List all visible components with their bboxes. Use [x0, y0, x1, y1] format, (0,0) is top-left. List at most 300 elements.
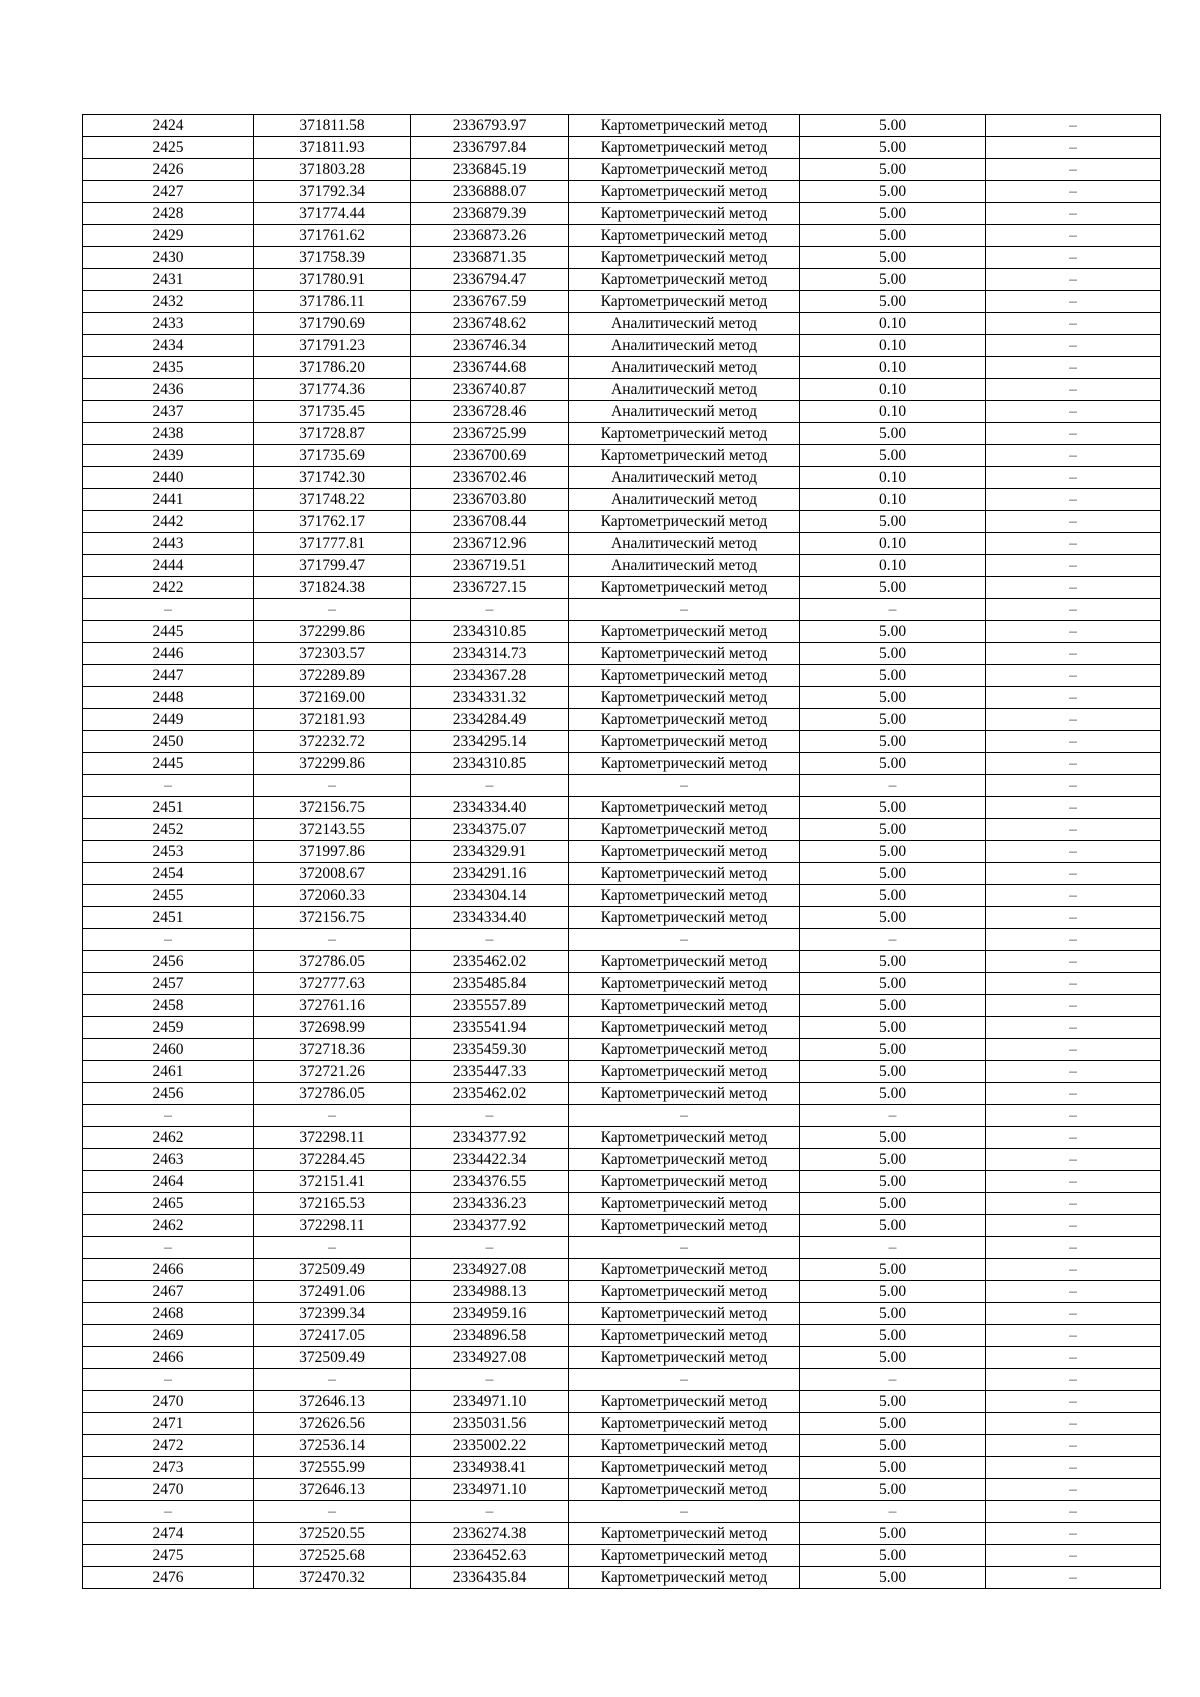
method-cell: Картометрический метод	[569, 731, 800, 753]
point-number-cell: –	[83, 1237, 254, 1259]
table-row	[83, 1083, 1161, 1105]
method-cell: Картометрический метод	[569, 687, 800, 709]
method-cell: Аналитический метод	[569, 555, 800, 577]
description-cell: –	[986, 1325, 1161, 1347]
description-cell: –	[986, 1061, 1161, 1083]
x-coordinate-cell: 372156.75	[254, 907, 411, 929]
method-cell: Аналитический метод	[569, 379, 800, 401]
description-cell: –	[986, 643, 1161, 665]
method-cell: Картометрический метод	[569, 621, 800, 643]
description-cell: –	[986, 1193, 1161, 1215]
description-cell: –	[986, 753, 1161, 775]
y-coordinate-cell: 2334988.13	[411, 1281, 569, 1303]
table-row	[83, 1567, 1161, 1589]
x-coordinate-cell: 371791.23	[254, 335, 411, 357]
accuracy-cell: 5.00	[800, 1215, 986, 1237]
y-coordinate-cell: 2335485.84	[411, 973, 569, 995]
point-number-cell: 2468	[83, 1303, 254, 1325]
table-row	[83, 1061, 1161, 1083]
table-row	[83, 511, 1161, 533]
table-row	[83, 533, 1161, 555]
table-row	[83, 665, 1161, 687]
description-cell: –	[986, 1083, 1161, 1105]
point-number-cell: –	[83, 775, 254, 797]
point-number-cell: 2448	[83, 687, 254, 709]
point-number-cell: 2474	[83, 1523, 254, 1545]
method-cell: Картометрический метод	[569, 159, 800, 181]
table-row	[83, 1017, 1161, 1039]
method-cell: Картометрический метод	[569, 1413, 800, 1435]
method-cell: Картометрический метод	[569, 1325, 800, 1347]
table-row	[83, 753, 1161, 775]
point-number-cell: 2456	[83, 1083, 254, 1105]
y-coordinate-cell: 2335462.02	[411, 951, 569, 973]
x-coordinate-cell: 371790.69	[254, 313, 411, 335]
point-number-cell: 2430	[83, 247, 254, 269]
description-cell: –	[986, 709, 1161, 731]
y-coordinate-cell: 2336725.99	[411, 423, 569, 445]
description-cell: –	[986, 731, 1161, 753]
y-coordinate-cell: 2336727.15	[411, 577, 569, 599]
table-row	[83, 1171, 1161, 1193]
method-cell: Картометрический метод	[569, 423, 800, 445]
description-cell: –	[986, 247, 1161, 269]
x-coordinate-cell: 372761.16	[254, 995, 411, 1017]
x-coordinate-cell: 372298.11	[254, 1215, 411, 1237]
table-row	[83, 577, 1161, 599]
method-cell: Картометрический метод	[569, 643, 800, 665]
method-cell: Картометрический метод	[569, 225, 800, 247]
y-coordinate-cell: 2336452.63	[411, 1545, 569, 1567]
description-cell: –	[986, 181, 1161, 203]
method-cell: Картометрический метод	[569, 1259, 800, 1281]
x-coordinate-cell: 371735.69	[254, 445, 411, 467]
description-cell: –	[986, 995, 1161, 1017]
accuracy-cell: 5.00	[800, 1523, 986, 1545]
table-row	[83, 1391, 1161, 1413]
y-coordinate-cell: 2336435.84	[411, 1567, 569, 1589]
description-cell: –	[986, 577, 1161, 599]
method-cell: Картометрический метод	[569, 247, 800, 269]
point-number-cell: 2450	[83, 731, 254, 753]
point-number-cell: 2456	[83, 951, 254, 973]
description-cell: –	[986, 357, 1161, 379]
table-row	[83, 1281, 1161, 1303]
x-coordinate-cell: 371786.20	[254, 357, 411, 379]
y-coordinate-cell: –	[411, 599, 569, 621]
description-cell: –	[986, 1303, 1161, 1325]
point-number-cell: 2476	[83, 1567, 254, 1589]
y-coordinate-cell: 2336746.34	[411, 335, 569, 357]
y-coordinate-cell: 2334377.92	[411, 1127, 569, 1149]
point-number-cell: 2459	[83, 1017, 254, 1039]
y-coordinate-cell: 2334377.92	[411, 1215, 569, 1237]
point-number-cell: 2436	[83, 379, 254, 401]
y-coordinate-cell: –	[411, 929, 569, 951]
table-row	[83, 1523, 1161, 1545]
point-number-cell: 2454	[83, 863, 254, 885]
accuracy-cell: 0.10	[800, 555, 986, 577]
x-coordinate-cell: 372284.45	[254, 1149, 411, 1171]
accuracy-cell: –	[800, 1369, 986, 1391]
table-row	[83, 269, 1161, 291]
accuracy-cell: 5.00	[800, 181, 986, 203]
y-coordinate-cell: 2336845.19	[411, 159, 569, 181]
y-coordinate-cell: 2335541.94	[411, 1017, 569, 1039]
description-cell: –	[986, 1259, 1161, 1281]
y-coordinate-cell: 2335462.02	[411, 1083, 569, 1105]
description-cell: –	[986, 467, 1161, 489]
description-cell: –	[986, 1369, 1161, 1391]
point-number-cell: 2442	[83, 511, 254, 533]
accuracy-cell: –	[800, 1501, 986, 1523]
x-coordinate-cell: –	[254, 1501, 411, 1523]
point-number-cell: –	[83, 929, 254, 951]
y-coordinate-cell: 2334310.85	[411, 753, 569, 775]
x-coordinate-cell: 372399.34	[254, 1303, 411, 1325]
point-number-cell: –	[83, 599, 254, 621]
description-cell: –	[986, 445, 1161, 467]
accuracy-cell: 5.00	[800, 203, 986, 225]
table-row	[83, 1435, 1161, 1457]
y-coordinate-cell: 2334376.55	[411, 1171, 569, 1193]
table-row	[83, 797, 1161, 819]
table-row	[83, 995, 1161, 1017]
accuracy-cell: 5.00	[800, 1017, 986, 1039]
description-cell: –	[986, 863, 1161, 885]
method-cell: Картометрический метод	[569, 269, 800, 291]
table-row	[83, 1545, 1161, 1567]
description-cell: –	[986, 929, 1161, 951]
y-coordinate-cell: –	[411, 1105, 569, 1127]
point-number-cell: 2435	[83, 357, 254, 379]
accuracy-cell: 5.00	[800, 445, 986, 467]
accuracy-cell: 5.00	[800, 1281, 986, 1303]
method-cell: Картометрический метод	[569, 709, 800, 731]
y-coordinate-cell: 2336719.51	[411, 555, 569, 577]
accuracy-cell: 5.00	[800, 665, 986, 687]
point-number-cell: 2465	[83, 1193, 254, 1215]
point-number-cell: 2470	[83, 1391, 254, 1413]
x-coordinate-cell: 371811.93	[254, 137, 411, 159]
table-row	[83, 357, 1161, 379]
point-number-cell: 2453	[83, 841, 254, 863]
table-row	[83, 775, 1161, 797]
x-coordinate-cell: 372509.49	[254, 1259, 411, 1281]
y-coordinate-cell: 2334310.85	[411, 621, 569, 643]
y-coordinate-cell: 2334295.14	[411, 731, 569, 753]
y-coordinate-cell: 2336888.07	[411, 181, 569, 203]
method-cell: Картометрический метод	[569, 885, 800, 907]
description-cell: –	[986, 379, 1161, 401]
point-number-cell: 2446	[83, 643, 254, 665]
x-coordinate-cell: 372698.99	[254, 1017, 411, 1039]
table-row	[83, 621, 1161, 643]
point-number-cell: 2443	[83, 533, 254, 555]
y-coordinate-cell: 2334938.41	[411, 1457, 569, 1479]
description-cell: –	[986, 687, 1161, 709]
table-row	[83, 1325, 1161, 1347]
x-coordinate-cell: 372525.68	[254, 1545, 411, 1567]
point-number-cell: 2466	[83, 1259, 254, 1281]
x-coordinate-cell: –	[254, 599, 411, 621]
method-cell: Картометрический метод	[569, 1061, 800, 1083]
accuracy-cell: 5.00	[800, 1193, 986, 1215]
x-coordinate-cell: 372299.86	[254, 621, 411, 643]
accuracy-cell: 5.00	[800, 687, 986, 709]
point-number-cell: 2471	[83, 1413, 254, 1435]
point-number-cell: 2467	[83, 1281, 254, 1303]
accuracy-cell: 5.00	[800, 1149, 986, 1171]
x-coordinate-cell: 371748.22	[254, 489, 411, 511]
y-coordinate-cell: 2336740.87	[411, 379, 569, 401]
x-coordinate-cell: –	[254, 775, 411, 797]
table-row	[83, 247, 1161, 269]
description-cell: –	[986, 1017, 1161, 1039]
table-row	[83, 1193, 1161, 1215]
table-row	[83, 313, 1161, 335]
table-row	[83, 907, 1161, 929]
method-cell: –	[569, 599, 800, 621]
accuracy-cell: 5.00	[800, 1391, 986, 1413]
y-coordinate-cell: 2335557.89	[411, 995, 569, 1017]
y-coordinate-cell: 2334284.49	[411, 709, 569, 731]
accuracy-cell: –	[800, 599, 986, 621]
point-number-cell: 2437	[83, 401, 254, 423]
x-coordinate-cell: 372520.55	[254, 1523, 411, 1545]
y-coordinate-cell: 2334927.08	[411, 1347, 569, 1369]
point-number-cell: 2428	[83, 203, 254, 225]
description-cell: –	[986, 599, 1161, 621]
description-cell: –	[986, 225, 1161, 247]
point-number-cell: 2473	[83, 1457, 254, 1479]
description-cell: –	[986, 335, 1161, 357]
description-cell: –	[986, 1281, 1161, 1303]
description-cell: –	[986, 797, 1161, 819]
table-row	[83, 489, 1161, 511]
x-coordinate-cell: 371735.45	[254, 401, 411, 423]
method-cell: Картометрический метод	[569, 445, 800, 467]
x-coordinate-cell: 371777.81	[254, 533, 411, 555]
description-cell: –	[986, 1039, 1161, 1061]
table-row	[83, 643, 1161, 665]
accuracy-cell: 5.00	[800, 1259, 986, 1281]
point-number-cell: 2440	[83, 467, 254, 489]
method-cell: Картометрический метод	[569, 1457, 800, 1479]
method-cell: Картометрический метод	[569, 1039, 800, 1061]
x-coordinate-cell: 372721.26	[254, 1061, 411, 1083]
table-row	[83, 1149, 1161, 1171]
y-coordinate-cell: 2334334.40	[411, 907, 569, 929]
x-coordinate-cell: 372289.89	[254, 665, 411, 687]
method-cell: Картометрический метод	[569, 1567, 800, 1589]
method-cell: Картометрический метод	[569, 1171, 800, 1193]
method-cell: Картометрический метод	[569, 973, 800, 995]
accuracy-cell: 5.00	[800, 1567, 986, 1589]
table-row	[83, 467, 1161, 489]
method-cell: Аналитический метод	[569, 533, 800, 555]
x-coordinate-cell: 371792.34	[254, 181, 411, 203]
x-coordinate-cell: 371728.87	[254, 423, 411, 445]
point-number-cell: 2422	[83, 577, 254, 599]
table-row	[83, 225, 1161, 247]
point-number-cell: 2462	[83, 1215, 254, 1237]
method-cell: Картометрический метод	[569, 1149, 800, 1171]
method-cell: Картометрический метод	[569, 1083, 800, 1105]
accuracy-cell: 5.00	[800, 1127, 986, 1149]
point-number-cell: 2460	[83, 1039, 254, 1061]
accuracy-cell: 5.00	[800, 1457, 986, 1479]
description-cell: –	[986, 1545, 1161, 1567]
x-coordinate-cell: 372156.75	[254, 797, 411, 819]
x-coordinate-cell: 371774.36	[254, 379, 411, 401]
y-coordinate-cell: 2334927.08	[411, 1259, 569, 1281]
point-number-cell: 2452	[83, 819, 254, 841]
accuracy-cell: 5.00	[800, 951, 986, 973]
method-cell: Картометрический метод	[569, 511, 800, 533]
x-coordinate-cell: 371762.17	[254, 511, 411, 533]
x-coordinate-cell: 372232.72	[254, 731, 411, 753]
point-number-cell: 2432	[83, 291, 254, 313]
method-cell: –	[569, 1105, 800, 1127]
description-cell: –	[986, 885, 1161, 907]
x-coordinate-cell: –	[254, 1237, 411, 1259]
x-coordinate-cell: 372417.05	[254, 1325, 411, 1347]
x-coordinate-cell: 371780.91	[254, 269, 411, 291]
table-row	[83, 159, 1161, 181]
x-coordinate-cell: 372509.49	[254, 1347, 411, 1369]
point-number-cell: 2426	[83, 159, 254, 181]
description-cell: –	[986, 137, 1161, 159]
y-coordinate-cell: 2335447.33	[411, 1061, 569, 1083]
y-coordinate-cell: 2334329.91	[411, 841, 569, 863]
accuracy-cell: 5.00	[800, 753, 986, 775]
accuracy-cell: 5.00	[800, 1435, 986, 1457]
point-number-cell: 2462	[83, 1127, 254, 1149]
point-number-cell: 2455	[83, 885, 254, 907]
x-coordinate-cell: 372491.06	[254, 1281, 411, 1303]
table-row	[83, 291, 1161, 313]
y-coordinate-cell: 2334291.16	[411, 863, 569, 885]
accuracy-cell: 5.00	[800, 137, 986, 159]
point-number-cell: 2425	[83, 137, 254, 159]
y-coordinate-cell: 2334334.40	[411, 797, 569, 819]
accuracy-cell: 0.10	[800, 357, 986, 379]
description-cell: –	[986, 1391, 1161, 1413]
y-coordinate-cell: 2334304.14	[411, 885, 569, 907]
x-coordinate-cell: 372008.67	[254, 863, 411, 885]
method-cell: Картометрический метод	[569, 115, 800, 137]
table-row	[83, 1347, 1161, 1369]
method-cell: Картометрический метод	[569, 1017, 800, 1039]
x-coordinate-cell: 372786.05	[254, 1083, 411, 1105]
point-number-cell: 2449	[83, 709, 254, 731]
method-cell: Картометрический метод	[569, 797, 800, 819]
accuracy-cell: 0.10	[800, 379, 986, 401]
description-cell: –	[986, 1347, 1161, 1369]
table-row	[83, 1457, 1161, 1479]
y-coordinate-cell: –	[411, 1369, 569, 1391]
y-coordinate-cell: 2336744.68	[411, 357, 569, 379]
method-cell: Картометрический метод	[569, 137, 800, 159]
method-cell: –	[569, 1501, 800, 1523]
method-cell: Картометрический метод	[569, 1215, 800, 1237]
accuracy-cell: 5.00	[800, 1545, 986, 1567]
y-coordinate-cell: 2336767.59	[411, 291, 569, 313]
table-row	[83, 1215, 1161, 1237]
table-row	[83, 1413, 1161, 1435]
table-row	[83, 1237, 1161, 1259]
point-number-cell: 2475	[83, 1545, 254, 1567]
accuracy-cell: 5.00	[800, 115, 986, 137]
method-cell: Аналитический метод	[569, 313, 800, 335]
description-cell: –	[986, 1413, 1161, 1435]
method-cell: Картометрический метод	[569, 951, 800, 973]
table-row	[83, 203, 1161, 225]
method-cell: Картометрический метод	[569, 907, 800, 929]
y-coordinate-cell: 2336728.46	[411, 401, 569, 423]
accuracy-cell: 5.00	[800, 841, 986, 863]
accuracy-cell: 5.00	[800, 1083, 986, 1105]
x-coordinate-cell: 371799.47	[254, 555, 411, 577]
x-coordinate-cell: 371758.39	[254, 247, 411, 269]
accuracy-cell: 5.00	[800, 1303, 986, 1325]
table-row	[83, 731, 1161, 753]
description-cell: –	[986, 1523, 1161, 1545]
accuracy-cell: 5.00	[800, 1061, 986, 1083]
x-coordinate-cell: 372777.63	[254, 973, 411, 995]
accuracy-cell: –	[800, 775, 986, 797]
table-row	[83, 1501, 1161, 1523]
table-row	[83, 401, 1161, 423]
method-cell: Картометрический метод	[569, 1127, 800, 1149]
accuracy-cell: 5.00	[800, 1171, 986, 1193]
method-cell: Картометрический метод	[569, 1545, 800, 1567]
y-coordinate-cell: 2334422.34	[411, 1149, 569, 1171]
table-row	[83, 1369, 1161, 1391]
point-number-cell: –	[83, 1501, 254, 1523]
y-coordinate-cell: 2336274.38	[411, 1523, 569, 1545]
table-row	[83, 863, 1161, 885]
description-cell: –	[986, 621, 1161, 643]
accuracy-cell: 5.00	[800, 973, 986, 995]
method-cell: Аналитический метод	[569, 357, 800, 379]
point-number-cell: 2431	[83, 269, 254, 291]
description-cell: –	[986, 401, 1161, 423]
y-coordinate-cell: 2335031.56	[411, 1413, 569, 1435]
method-cell: –	[569, 1369, 800, 1391]
coordinates-table-body	[83, 115, 1161, 1589]
accuracy-cell: 5.00	[800, 291, 986, 313]
x-coordinate-cell: 372165.53	[254, 1193, 411, 1215]
table-row	[83, 599, 1161, 621]
table-row	[83, 445, 1161, 467]
x-coordinate-cell: 372303.57	[254, 643, 411, 665]
point-number-cell: 2441	[83, 489, 254, 511]
table-row	[83, 1259, 1161, 1281]
accuracy-cell: 0.10	[800, 467, 986, 489]
x-coordinate-cell: 371824.38	[254, 577, 411, 599]
accuracy-cell: 5.00	[800, 1325, 986, 1347]
x-coordinate-cell: 372060.33	[254, 885, 411, 907]
y-coordinate-cell: 2334336.23	[411, 1193, 569, 1215]
description-cell: –	[986, 1105, 1161, 1127]
point-number-cell: 2451	[83, 797, 254, 819]
method-cell: Аналитический метод	[569, 335, 800, 357]
point-number-cell: 2451	[83, 907, 254, 929]
method-cell: Картометрический метод	[569, 1523, 800, 1545]
x-coordinate-cell: 372555.99	[254, 1457, 411, 1479]
